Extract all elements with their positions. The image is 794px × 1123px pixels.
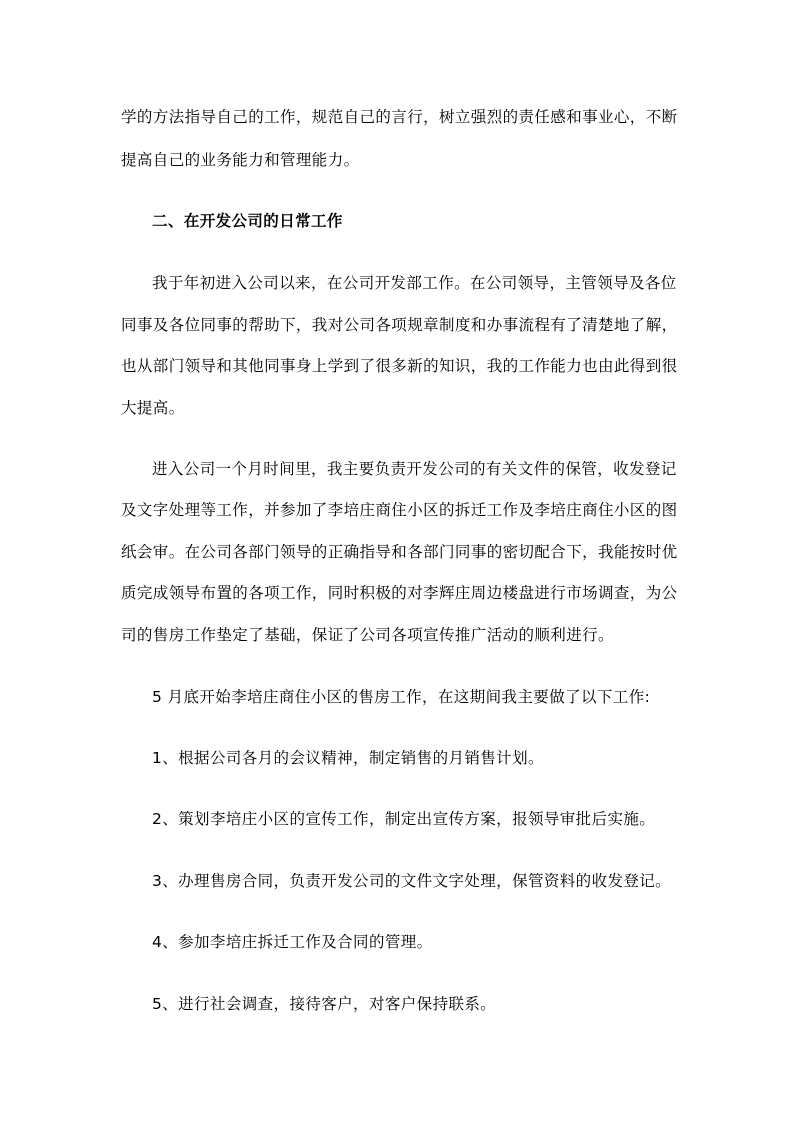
- paragraph-line: 纸会审。在公司各部门领导的正确指导和各部门同事的密切配合下，我能按时优: [121, 543, 678, 561]
- paragraph-line: 质完成领导布置的各项工作，同时积极的对李辉庄周边楼盘进行市场调查，为公: [121, 584, 678, 602]
- paragraph-line: 5 月底开始李培庄商住小区的售房工作，在这期间我主要做了以下工作:: [152, 688, 651, 706]
- paragraph-line: 我于年初进入公司以来，在公司开发部工作。在公司领导，主管领导及各位: [152, 274, 677, 292]
- intro-line: 提高自己的业务能力和管理能力。: [121, 151, 360, 169]
- list-item: 1、根据公司各月的会议精神，制定销售的月销售计划。: [152, 749, 544, 767]
- paragraph-line: 大提高。: [121, 399, 185, 417]
- list-item: 3、办理售房合同，负责开发公司的文件文字处理，保管资料的收发登记。: [152, 872, 672, 890]
- list-item: 4、参加李培庄拆迁工作及合同的管理。: [152, 933, 433, 951]
- section-heading: 二、在开发公司的日常工作: [152, 212, 343, 230]
- list-item: 2、策划李培庄小区的宣传工作，制定出宣传方案，报领导审批后实施。: [152, 810, 656, 828]
- intro-line: 学的方法指导自己的工作，规范自己的言行，树立强烈的责任感和事业心，不断: [121, 108, 678, 126]
- paragraph-line: 进入公司一个月时间里，我主要负责开发公司的有关文件的保管，收发登记: [152, 460, 677, 478]
- list-item: 5、进行社会调查，接待客户，对客户保持联系。: [152, 995, 497, 1013]
- paragraph-line: 同事及各位同事的帮助下，我对公司各项规章制度和办事流程有了清楚地了解，: [121, 316, 678, 334]
- paragraph-line: 也从部门领导和其他同事身上学到了很多新的知识，我的工作能力也由此得到很: [121, 357, 678, 375]
- paragraph-line: 及文字处理等工作，并参加了李培庄商住小区的拆迁工作及李培庄商住小区的图: [121, 501, 678, 519]
- paragraph-line: 司的售房工作垫定了基础，保证了公司各项宣传推广活动的顺利进行。: [121, 626, 614, 644]
